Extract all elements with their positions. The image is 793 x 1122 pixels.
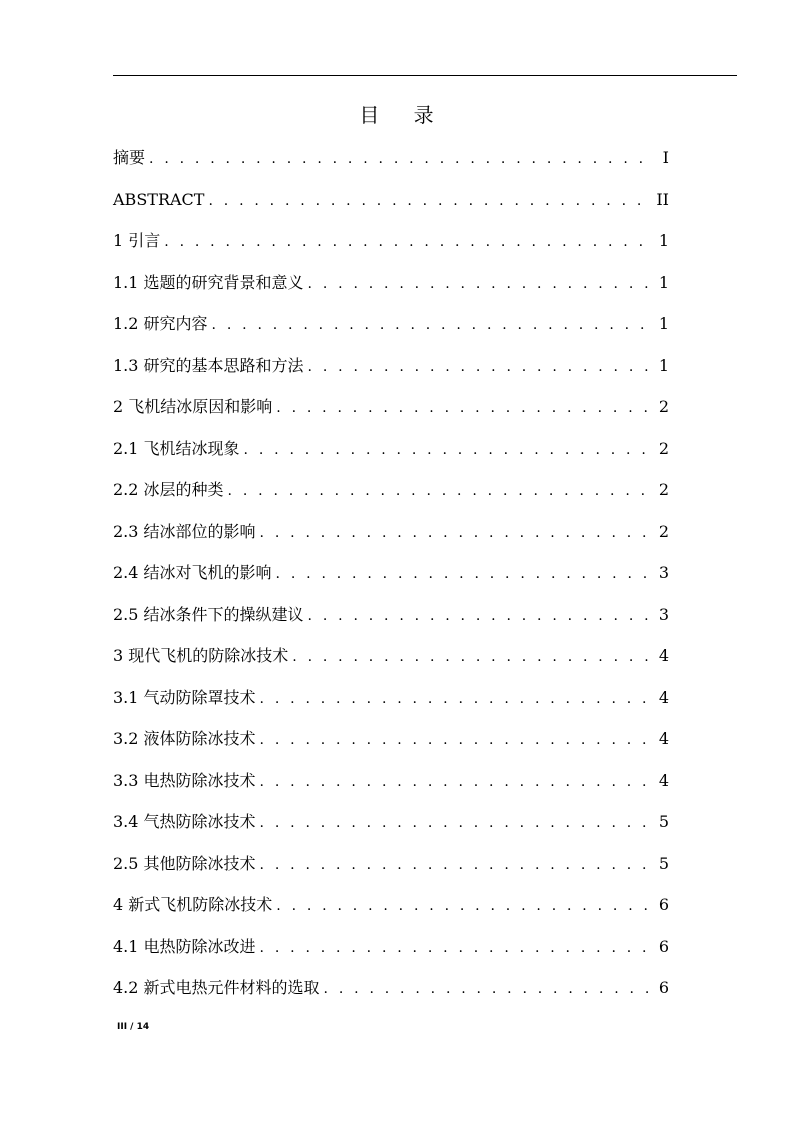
toc-entry-page: 4 [658,646,669,665]
toc-entry-page: 4 [658,729,669,748]
toc-entry-label: 2.5 其他防除冰技术 [113,853,256,873]
toc-dot-leader [276,558,655,590]
toc-entry[interactable] [113,889,669,931]
toc-entry[interactable] [113,516,669,558]
toc-dot-leader [149,143,655,175]
toc-entry-page: 1 [658,355,669,375]
toc-entry[interactable] [113,682,669,724]
toc-entry-label: 3 现代飞机的防除冰技术 [113,646,289,665]
toc-dot-leader [208,185,652,217]
toc-entry-label: ABSTRACT [113,189,205,209]
toc-entry-label: 1.3 研究的基本思路和方法 [113,355,304,375]
toc-entry-page: 4 [658,770,669,790]
toc-entry-label: 4.2 新式电热元件材料的选取 [113,978,320,997]
toc-dot-leader [164,226,655,258]
toc-entry[interactable] [113,640,669,682]
toc-entry-page: 2 [658,397,669,416]
toc-entry-page: 2 [658,438,669,458]
toc-entry[interactable] [113,599,669,641]
toc-dot-leader [260,724,655,756]
toc-dot-leader [260,517,655,549]
toc-entry-page: 1 [658,314,669,333]
toc-entry-label: 3.4 气热防除冰技术 [113,812,256,831]
toc-entry-label: 2.2 冰层的种类 [113,480,224,499]
toc-dot-leader [260,683,655,715]
toc-entry-page: 6 [658,978,669,997]
toc-entry-page: 2 [658,521,669,541]
page-title: 目 录 [359,103,448,127]
toc-entry-label: 2 飞机结冰原因和影响 [113,397,273,416]
toc-entry[interactable] [113,931,669,973]
toc-entry-page: 3 [658,604,669,624]
toc-entry-page: II [656,189,669,209]
toc-entry-page: 1 [658,231,669,250]
toc-dot-leader [212,309,655,341]
toc-entry[interactable] [113,474,669,516]
page-number-footer: III / 14 [117,1022,150,1032]
toc-entry-page: 6 [658,936,669,956]
toc-dot-leader [276,392,655,424]
toc-entry-page: 5 [658,853,669,873]
toc-dot-leader [308,351,655,383]
toc-entry-page: I [662,148,669,167]
toc-entry-label: 2.5 结冰条件下的操纵建议 [113,604,304,624]
toc-entry-page: 3 [658,563,669,582]
toc-dot-leader [308,268,655,300]
toc-dot-leader [276,890,655,922]
toc-entry-label: 2.3 结冰部位的影响 [113,521,256,541]
toc-entry[interactable] [113,350,669,392]
toc-entry[interactable] [113,308,669,350]
toc-entry-label: 2.4 结冰对飞机的影响 [113,563,272,582]
toc-entry-label: 摘要 [113,148,146,167]
toc-dot-leader [292,641,655,673]
toc-entry[interactable] [113,765,669,807]
toc-entry[interactable] [113,806,669,848]
toc-entry[interactable] [113,142,669,184]
toc-entry[interactable] [113,972,669,1014]
toc-dot-leader [324,973,655,1005]
toc-entry[interactable] [113,433,669,475]
toc-entry[interactable] [113,723,669,765]
toc-entry-page: 1 [658,272,669,292]
toc-dot-leader [308,600,655,632]
toc-entry[interactable] [113,848,669,890]
table-of-contents [113,142,669,1014]
toc-entry-label: 1.1 选题的研究背景和意义 [113,272,304,292]
toc-dot-leader [260,766,655,798]
toc-entry[interactable] [113,267,669,309]
toc-dot-leader [260,807,655,839]
toc-dot-leader [244,434,655,466]
toc-entry-page: 5 [658,812,669,831]
toc-entry-page: 6 [658,895,669,914]
toc-entry-page: 4 [658,687,669,707]
toc-entry-label: 4.1 电热防除冰改进 [113,936,256,956]
toc-entry[interactable] [113,225,669,267]
toc-entry[interactable] [113,184,669,226]
toc-entry-label: 3.3 电热防除冰技术 [113,770,256,790]
toc-dot-leader [260,932,655,964]
toc-entry-label: 4 新式飞机防除冰技术 [113,895,273,914]
toc-entry[interactable] [113,391,669,433]
toc-entry-label: 1.2 研究内容 [113,314,208,333]
toc-dot-leader [228,475,655,507]
toc-entry[interactable] [113,557,669,599]
toc-entry-label: 3.1 气动防除罩技术 [113,687,256,707]
toc-entry-label: 3.2 液体防除冰技术 [113,729,256,748]
toc-entry-label: 2.1 飞机结冰现象 [113,438,240,458]
header-rule [113,75,737,76]
toc-entry-page: 2 [658,480,669,499]
toc-entry-label: 1 引言 [113,231,161,250]
toc-dot-leader [260,849,655,881]
